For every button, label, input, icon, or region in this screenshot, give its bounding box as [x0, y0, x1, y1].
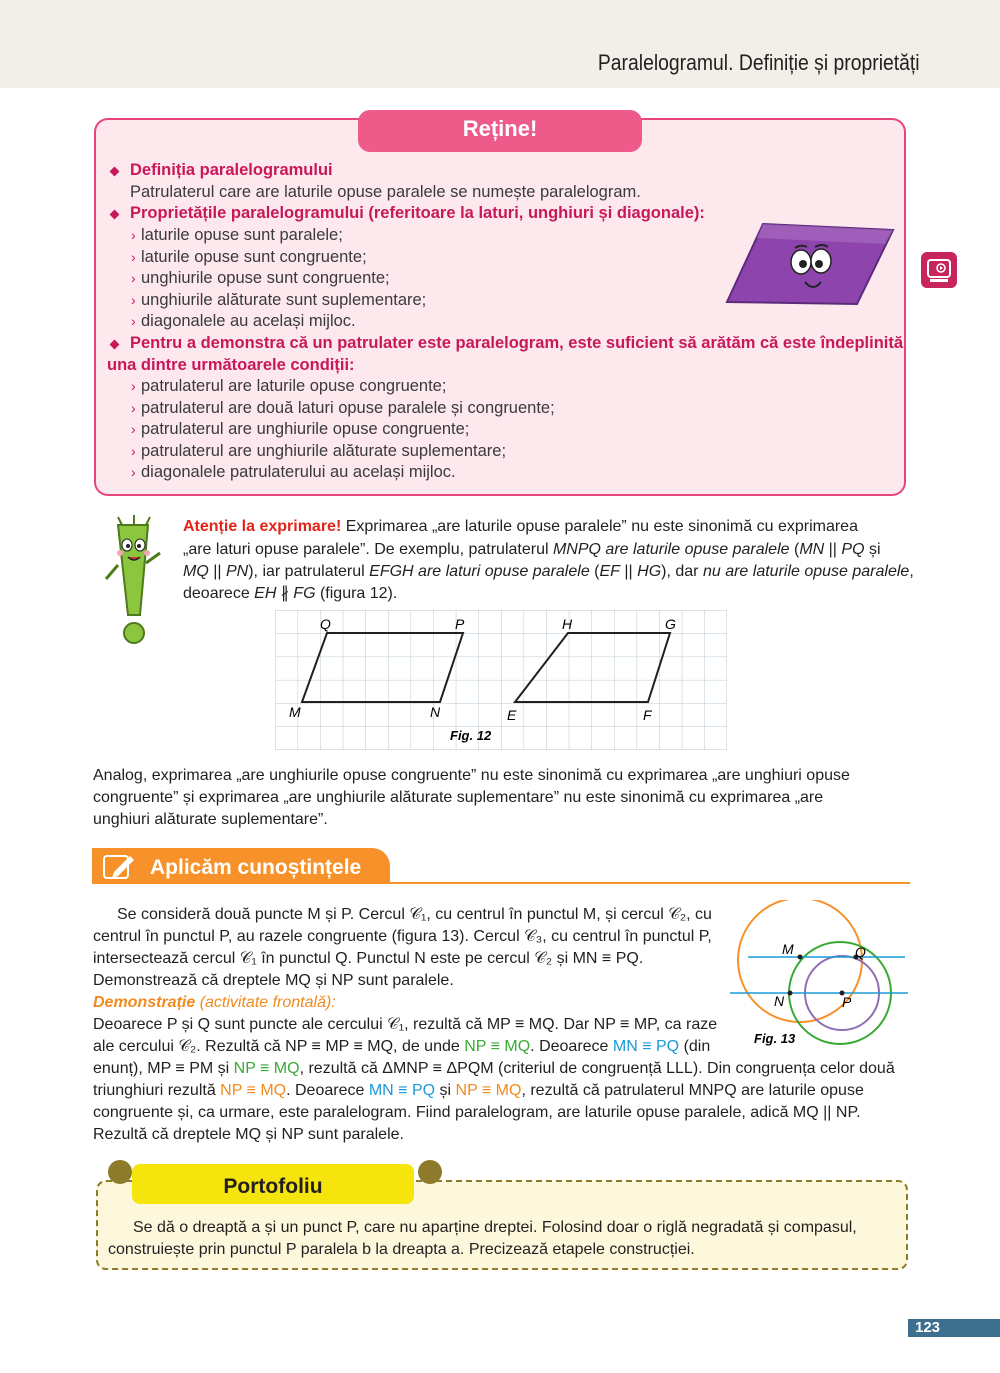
demo-line-1: Deoarece P și Q sunt puncte ale cercului 𝒞₁, rezultă că MP ≡ MQ. Dar NP ≡ MP, ca raze [93, 1016, 718, 1033]
text-span: MN ≡ PQ [612, 1038, 680, 1055]
chevron-right-icon: › [131, 378, 136, 394]
parallelogram-mascot-illustration [725, 222, 895, 306]
label-p: P [842, 994, 852, 1010]
demo-line-5: congruente și, ca urmare, este paralelogram. Fiind paralelogram, are laturile opuse paralele, adică MQ || NP. [93, 1104, 861, 1121]
demonstrate-heading-1: Pentru a demonstra că un patrulater este paralelogram, este suficient să arătăm că este îndeplinită [130, 334, 904, 352]
chevron-right-icon: › [131, 443, 136, 459]
atentie-line-1 [183, 516, 913, 538]
figure-12-caption: Fig. 12 [450, 728, 492, 743]
chevron-right-icon: › [131, 292, 136, 308]
text-span: EFGH are laturi opuse paralele [369, 563, 590, 580]
label-p: P [455, 616, 465, 632]
text-span: , rezultă că patrulaterul MNPQ are laturile opuse [521, 1082, 864, 1099]
atentie-line-2 [183, 539, 881, 561]
text-span: „are laturi opuse paralele”. De exemplu, patrulaterul [183, 541, 553, 558]
text-span: și [864, 541, 881, 558]
aplicam-title: Aplicăm cunoștințele [150, 856, 362, 879]
text-span: MNPQ are laturile opuse paralele [552, 541, 790, 558]
text-span: NP ≡ MQ [455, 1082, 522, 1099]
text-span: ale cercului 𝒞₂. Rezultă că NP ≡ MP ≡ MQ, de unde [93, 1038, 465, 1055]
problem-line-1: Se consideră două puncte M și P. Cercul 𝒞₁, cu centrul în punctul M, și cercul 𝒞₂, cu [117, 906, 712, 923]
text-span: . Deoarece [286, 1082, 369, 1099]
text-span: MQ [183, 563, 209, 580]
text-span: ( [589, 563, 600, 580]
text-span: Exprimarea „are laturile opuse paralele” nu este sinonimă cu exprimarea [341, 518, 858, 535]
chevron-right-icon: › [131, 270, 136, 286]
label-m: M [289, 704, 301, 720]
figure-13 [730, 900, 910, 1050]
condition-item: diagonalele patrulaterului au același mijloc. [141, 463, 456, 481]
label-q: Q [320, 616, 331, 632]
label-n: N [430, 704, 441, 720]
properties-heading: Proprietățile paralelogramului (referitoare la laturi, unghiuri și diagonale): [130, 204, 705, 222]
text-span: nu are laturile opuse paralele [702, 563, 910, 580]
chevron-right-icon: › [131, 227, 136, 243]
property-item: unghiurile alăturate sunt suplementare; [141, 291, 427, 309]
atentie-label: Atenție la exprimare! [183, 518, 342, 535]
chevron-right-icon: › [131, 313, 136, 329]
text-span: MN ≡ PQ [368, 1082, 436, 1099]
demonstrate-heading-2: una dintre următoarele condiții: [107, 356, 355, 374]
chevron-right-icon: › [131, 421, 136, 437]
point-m [798, 955, 803, 960]
label-f: F [643, 707, 652, 723]
figure-12 [275, 610, 727, 750]
text-span: ), dar [661, 563, 703, 580]
text-span: NP ≡ MQ [220, 1082, 287, 1099]
portofoliu-line-2: construiește prin punctul P paralela b la dreapta a. Precizează etapele construcției. [108, 1241, 695, 1258]
exclamation-mascot-illustration [100, 515, 168, 645]
problem-line-3: intersectează cercul 𝒞₁ în punctul Q. Punctul N este pe cercul 𝒞₂ și MN ≡ PQ. [93, 950, 644, 967]
demonstration-label: Demonstrație [93, 994, 196, 1011]
definition-heading: Definiția paralelogramului [130, 161, 333, 179]
property-item: laturile opuse sunt paralele; [141, 226, 343, 244]
condition-item: patrulaterul are unghiurile opuse congruente; [141, 420, 470, 438]
aplicam-rule [390, 882, 910, 884]
text-span: NP ≡ MQ [233, 1060, 300, 1077]
retine-title: Reține! [462, 116, 538, 141]
condition-item: patrulaterul are două laturi opuse paralele și congruente; [141, 399, 555, 417]
text-span: HG [637, 563, 662, 580]
text-span: triunghiuri rezultă [93, 1082, 221, 1099]
text-span: || [619, 563, 638, 580]
analog-line-3: unghiuri alăturate suplementare”. [93, 811, 328, 828]
text-span: NP ≡ MQ [464, 1038, 531, 1055]
media-icon[interactable] [921, 252, 957, 288]
condition-item: patrulaterul are laturile opuse congruente; [141, 377, 447, 395]
text-span: || [208, 563, 226, 580]
analog-line-1: Analog, exprimarea „are unghiurile opuse congruente” nu este sinonimă cu exprimarea „are unghiuri opuse [93, 767, 850, 784]
property-item: laturile opuse sunt congruente; [141, 248, 367, 266]
demonstration-note: (activitate frontală): [195, 994, 336, 1011]
label-m: M [782, 941, 794, 957]
text-span: MN [799, 541, 825, 558]
text-span: (figura 12). [315, 585, 398, 602]
property-item: diagonalele au același mijloc. [141, 312, 356, 330]
text-span: , [909, 563, 914, 580]
analog-line-2: congruente” și exprimarea „are unghiurile alăturate suplementare” nu este sinonimă cu exprimarea „are [93, 789, 824, 806]
chevron-right-icon: › [131, 464, 136, 480]
chevron-right-icon: › [131, 400, 136, 416]
text-span: ), iar patrulaterul [248, 563, 370, 580]
demo-line-4 [93, 1080, 864, 1102]
problem-line-4: Demonstrează că dreptele MQ și NP sunt paralele. [93, 972, 454, 989]
demo-line-3 [93, 1058, 895, 1080]
label-g: G [665, 616, 676, 632]
text-span: și [435, 1082, 456, 1099]
pencil-icon [102, 852, 136, 882]
label-q: Q [855, 944, 866, 960]
page-number: 123 [915, 1319, 941, 1336]
definition-text: Patrulaterul care are laturile opuse paralele se numește paralelogram. [130, 183, 641, 201]
text-span: (din [679, 1038, 711, 1055]
figure-13-caption: Fig. 13 [754, 1031, 796, 1046]
demonstration-heading [93, 992, 336, 1014]
demo-line-2 [93, 1036, 710, 1058]
point-n [788, 991, 793, 996]
text-span: . Deoarece [530, 1038, 613, 1055]
atentie-line-4 [183, 583, 397, 605]
atentie-line-3 [183, 561, 914, 583]
page-header-title: Paralelogramul. Definiție și proprietăți [598, 50, 920, 75]
text-span: , rezultă că ΔMNP ≡ ΔPQM (criteriul de congruență LLL). Din congruența celor două [299, 1060, 895, 1077]
portofoliu-line-1: Se dă o dreaptă a și un punct P, care nu aparține dreptei. Folosind doar o riglă negradată și compasul, [133, 1219, 857, 1236]
portofoliu-title: Portofoliu [223, 1175, 323, 1198]
text-span: EF [599, 563, 620, 580]
text-span: EH [254, 585, 277, 602]
text-span: enunț), MP ≡ PM și [93, 1060, 234, 1077]
problem-line-2: centrul în punctul P, au razele congruente (figura 13). Cercul 𝒞₃, cu centrul în punctul P, [93, 928, 712, 945]
text-span: PN [225, 563, 249, 580]
condition-item: patrulaterul are unghiurile alăturate suplementare; [141, 442, 507, 460]
text-span: || [824, 541, 842, 558]
text-span: PQ [841, 541, 865, 558]
text-span: ∦ [276, 585, 294, 602]
chevron-right-icon: › [131, 249, 136, 265]
demo-line-6: Rezultă că dreptele MQ și NP sunt paralele. [93, 1126, 404, 1143]
label-e: E [507, 707, 517, 723]
text-span: ( [789, 541, 800, 558]
text-span: deoarece [183, 585, 255, 602]
label-n: N [774, 993, 785, 1009]
property-item: unghiurile opuse sunt congruente; [141, 269, 390, 287]
text-span: FG [293, 585, 316, 602]
label-h: H [562, 616, 573, 632]
